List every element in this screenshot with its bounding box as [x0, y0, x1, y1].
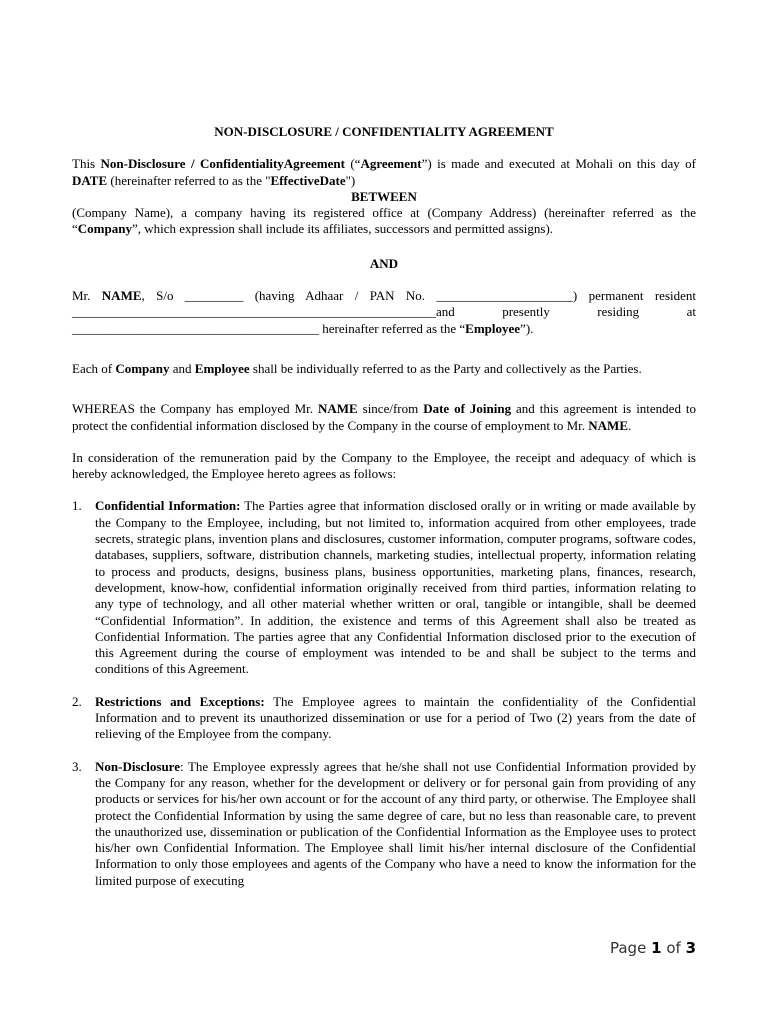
total-page-count: 3	[685, 939, 696, 957]
and-heading: AND	[369, 255, 399, 271]
between-heading: BETWEEN	[351, 188, 417, 204]
clause-number: 1.	[72, 498, 82, 514]
company-paragraph: (Company Name), a company having its registered office at (Company Address) (hereinafter referred as the “Company”, which expression shall include its affiliates, successors and permitted assigns).	[72, 205, 696, 237]
clause-item	[72, 498, 696, 677]
page-number-footer: Page 1 of 3	[609, 939, 696, 957]
employee-line-2: ________________________________________________________and presently residing at	[72, 304, 696, 320]
clause-text: The Parties agree that information disclosed orally or in writing or made available by the Company to the Employee, including, but not limited to, information acquired from other employees, trade secrets, strategic plans, invention plans and disclosures, customer information, computer programs, software codes, databases, suppliers, software, distribution channels, marketing studies, intellectual property, information relating to process and products, designs, business plans, business opportunities, marketing plans, finances, research, development, know-how, confidential information originally received from third parties, information relating to any type of technology, and all other material whether written or oral, tangible or intangible, shall be deemed “Confidential Information”. In addition, the existence and terms of this Agreement shall also be treated as Confidential Information. The parties agree that any Confidential Information disclosed prior to the execution of this Agreement during the course of employment was intended to be and shall be subject to the terms and conditions of this Agreement.	[95, 498, 696, 677]
clause-list	[72, 498, 696, 889]
clause-heading: Restrictions and Exceptions:	[95, 693, 265, 709]
document-title: NON-DISCLOSURE / CONFIDENTIALITY AGREEMENT	[214, 124, 554, 139]
clause-item	[72, 694, 696, 743]
parties-paragraph: Each of Company and Employee shall be individually referred to as the Party and collectively as the Parties.	[72, 360, 642, 376]
employee-line-3: ______________________________________ hereinafter referred as the “Employee”).	[72, 320, 534, 336]
clause-text: : The Employee expressly agrees that he/she shall not use Confidential Information provided by the Company for any reason, whether for the development or delivery or for personal gain from providing of any products or services for his/her own account or for the account of any third party, or otherwise. The Employee shall protect the Confidential Information by using the same degree of care, but no less than reasonable care, to prevent the unauthorized use, dissemination or publication of the Confidential Information as the Employee uses to protect his/her own Confidential Information. The Employee shall limit his/her internal disclosure of the Confidential Information to only those employees and agents of the Company who have a need to know the information for the limited purpose of executing	[95, 758, 696, 888]
employee-paragraph	[72, 288, 696, 337]
intro-paragraph: This Non-Disclosure / ConfidentialityAgreement (“Agreement”) is made and executed at Mohali on this day of DATE (hereinafter referred to as the "EffectiveDate")	[72, 156, 697, 188]
clause-heading: Non-Disclosure	[95, 758, 180, 774]
whereas-paragraph: WHEREAS the Company has employed Mr. NAME since/from Date of Joining and this agreement is intended to protect the confidential information disclosed by the Company in the course of employment to Mr. NAME.	[72, 401, 697, 433]
document-body	[72, 124, 696, 889]
current-page-number: 1	[651, 939, 662, 957]
clause-heading: Confidential Information:	[95, 498, 241, 514]
clause-text: The Employee agrees to maintain the confidentiality of the Confidential Information and to prevent its unauthorized dissemination or use for a period of Two (2) years from the date of relieving of the Employee from the company.	[95, 693, 697, 742]
consideration-paragraph: In consideration of the remuneration paid by the Company to the Employee, the receipt and adequacy of which is hereby acknowledged, the Employee hereto agrees as follows:	[72, 449, 696, 482]
employee-line-1: Mr. NAME, S/o _________ (having Adhaar / PAN No. _____________________) permanent resident	[72, 288, 697, 304]
clause-number: 2.	[72, 693, 82, 709]
clause-number: 3.	[72, 758, 82, 774]
clause-item	[72, 759, 696, 889]
